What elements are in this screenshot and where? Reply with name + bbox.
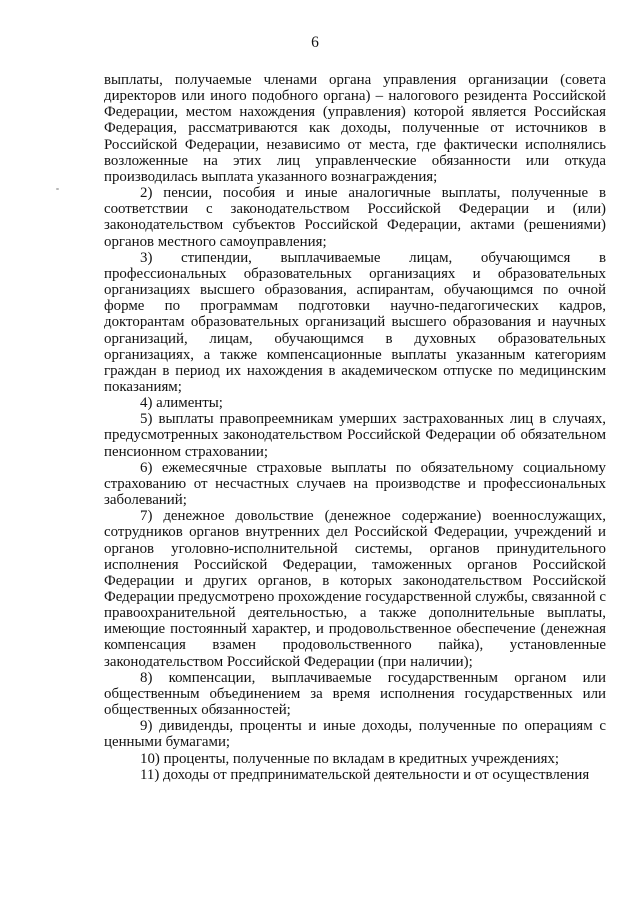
list-item-8-compensations: 8) компенсации, выплачиваемые государственным органом или общественным объединением за время исполнения государственных или общественных обязанностей; [104,669,606,719]
paragraph-continuation: выплаты, получаемые членами органа управления организации (совета директоров или иного подобного органа) – налогового резидента Российской Федерации, местом нахождения (управления) которой является Российская Федерация, рассматриваются как доходы, полученные от источников в Российской Федерации, независимо от места, где фактически исполнялись возложенные на этих лиц управленческие обязанности или откуда производилась выплата указанного вознаграждения; [104,72,606,185]
list-item-7-military-allowance: 7) денежное довольствие (денежное содержание) военнослужащих, сотрудников органов внутренних дел Российской Федерации, учреждений и органов уголовно-исполнительной системы, органов принудительного исполнения Российской Федерации, таможенных органов Российской Федерации и других органов, в которых законодательством Российской Федерации предусмотрено прохождение государственной службы, связанной с правоохранительной деятельностью, а также дополнительные выплаты, имеющие постоянный характер, и продовольственное обеспечение (денежная компенсация взамен продовольственного пайка), установленные законодательством Российской Федерации (при наличии); [104,508,606,670]
scan-artifact-dot [56,188,59,190]
list-item-9-dividends: 9) дивиденды, проценты и иные доходы, полученные по операциям с ценными бумагами; [104,718,606,751]
list-item-11-business-income: 11) доходы от предпринимательской деятельности и от осуществления [140,766,590,783]
list-item-5-successor-payments: 5) выплаты правопреемникам умерших застрахованных лиц в случаях, предусмотренных законодательством Российской Федерации об обязательном пенсионном страховании; [104,411,606,460]
list-item-6-insurance-payments: 6) ежемесячные страховые выплаты по обязательному социальному страхованию от несчастных случаев на производстве и профессиональных заболеваний; [104,459,606,509]
page-number: 6 [311,34,319,51]
list-item-3-stipends: 3) стипендии, выплачиваемые лицам, обучающимся в профессиональных образовательных организациях и образовательных организациях высшего образования, аспирантам, обучающимся по очной форме по программам подготовки научно-педагогических кадров, докторантам образовательных организаций высшего образования и научных организаций, лицам, обучающимся в духовных образовательных организациях, а также компенсационные выплаты указанным категориям граждан в период их нахождения в академическом отпуске по медицинским показаниям; [104,249,606,395]
list-item-10-interest: 10) проценты, полученные по вкладам в кредитных учреждениях; [140,750,560,767]
list-item-2-pensions: 2) пенсии, пособия и иные аналогичные выплаты, полученные в соответствии с законодательством Российской Федерации и (или) законодательством субъектов Российской Федерации, актами (решениями) органов местного самоуправления; [104,185,606,250]
list-item-4-alimony: 4) алименты; [140,395,223,412]
document-body [104,72,606,783]
